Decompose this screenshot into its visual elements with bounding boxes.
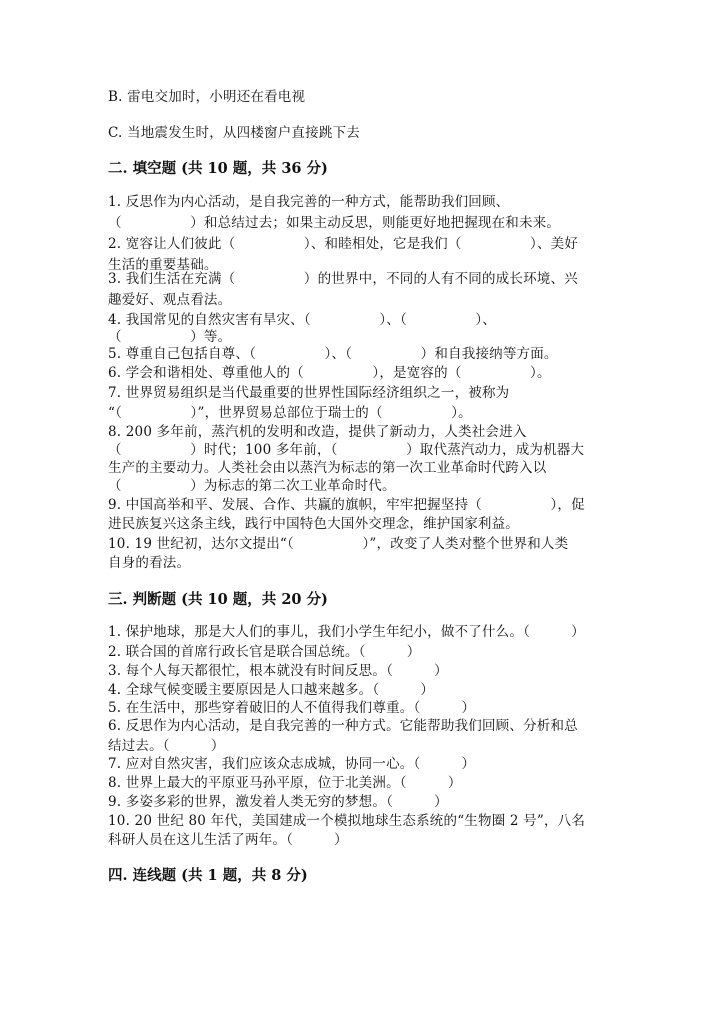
connect-section-heading: 四. 连线题 (共 1 题，共 8 分)	[108, 867, 308, 884]
judge-line: 7. 应对自然灾害，我们应该众志成城，协同一心。（ ）	[108, 756, 476, 772]
fill-line: 生活的重要基础。	[108, 257, 218, 273]
judge-line: 9. 多姿多彩的世界，激发着人类无穷的梦想。（ ）	[108, 794, 448, 810]
fill-line: 趣爱好、观点看法。	[108, 292, 232, 308]
fill-section-heading: 二. 填空题 (共 10 题，共 36 分)	[108, 160, 328, 177]
fill-line: 10. 19 世纪初，达尔文提出“（ ）”，改变了人类对整个世界和人类	[108, 536, 569, 552]
judge-line: 2. 联合国的首席行政长官是联合国总统。（ ）	[108, 644, 421, 660]
fill-line: （ ）为标志的第二次工业革命时代。	[108, 478, 396, 494]
fill-line: 8. 200 多年前，蒸汽机的发明和改造，提供了新动力，人类社会进入	[108, 424, 527, 440]
fill-line: 2. 宽容让人们彼此（ ）、和睦相处，它是我们（ ）、美好	[108, 236, 579, 252]
fill-line: 5. 尊重自己包括自尊、（ ）、（ ）和自我接纳等方面。	[108, 346, 558, 362]
fill-line: “（ ）”，世界贸易总部位于瑞士的（ ）。	[108, 405, 472, 421]
judge-line: 10. 20 世纪 80 年代，美国建成一个模拟地球生态系统的“生物圈 2 号”，八名	[108, 813, 586, 829]
fill-line: 生产的主要动力。人类社会由以蒸汽为标志的第一次工业革命时代跨入以	[108, 460, 547, 476]
fill-line: （ ）等。	[108, 329, 232, 345]
judge-line: 3. 每个人每天都很忙，根本就没有时间反思。（ ）	[108, 663, 448, 679]
judge-line: 4. 全球气候变暖主要原因是人口越来越多。（ ）	[108, 682, 435, 698]
judge-line: 6. 反思作为内心活动，是自我完善的一种方式。它能帮助我们回顾、分析和总	[108, 718, 578, 734]
judge-line: 科研人员在这儿生活了两年。（ ）	[108, 832, 348, 848]
fill-line: 7. 世界贸易组织是当代最重要的世界性国际经济组织之一，被称为	[108, 385, 510, 401]
fill-line: 1. 反思作为内心活动，是自我完善的一种方式，能帮助我们回顾、	[108, 194, 510, 210]
fill-line: 6. 学会和谐相处、尊重他人的（ ），是宽容的（ ）。	[108, 365, 551, 381]
judge-line: 结过去。（ ）	[108, 738, 225, 754]
fill-line: 自身的看法。	[108, 555, 191, 571]
judge-line: 5. 在生活中，那些穿着破旧的人不值得我们尊重。（ ）	[108, 700, 476, 716]
judge-line: 1. 保护地球，那是大人们的事儿，我们小学生年纪小，做不了什么。（ ）	[108, 624, 585, 640]
fill-line: （ ）时代；100 多年前，（ ）取代蒸汽动力，成为机器大	[108, 442, 585, 458]
fill-line: 进民族复兴这条主线，践行中国特色大国外交理念，维护国家利益。	[108, 516, 519, 532]
fill-line: 3. 我们生活在充满（ ）的世界中，不同的人有不同的成长环境、兴	[108, 271, 578, 287]
fill-line: 9. 中国高举和平、发展、合作、共赢的旗帜，牢牢把握坚持（ ），促	[108, 497, 585, 513]
option-b: B. 雷电交加时，小明还在看电视	[108, 89, 306, 105]
fill-line: 4. 我国常见的自然灾害有旱灾、（ ）、（ ）、	[108, 312, 497, 328]
option-c: C. 当地震发生时，从四楼窗户直接跳下去	[108, 125, 360, 141]
judge-line: 8. 世界上最大的平原亚马孙平原，位于北美洲。（ ）	[108, 775, 462, 791]
judge-section-heading: 三. 判断题 (共 10 题，共 20 分)	[108, 591, 328, 608]
fill-line: （ ）和总结过去；如果主动反思，则能更好地把握现在和未来。	[108, 215, 561, 231]
